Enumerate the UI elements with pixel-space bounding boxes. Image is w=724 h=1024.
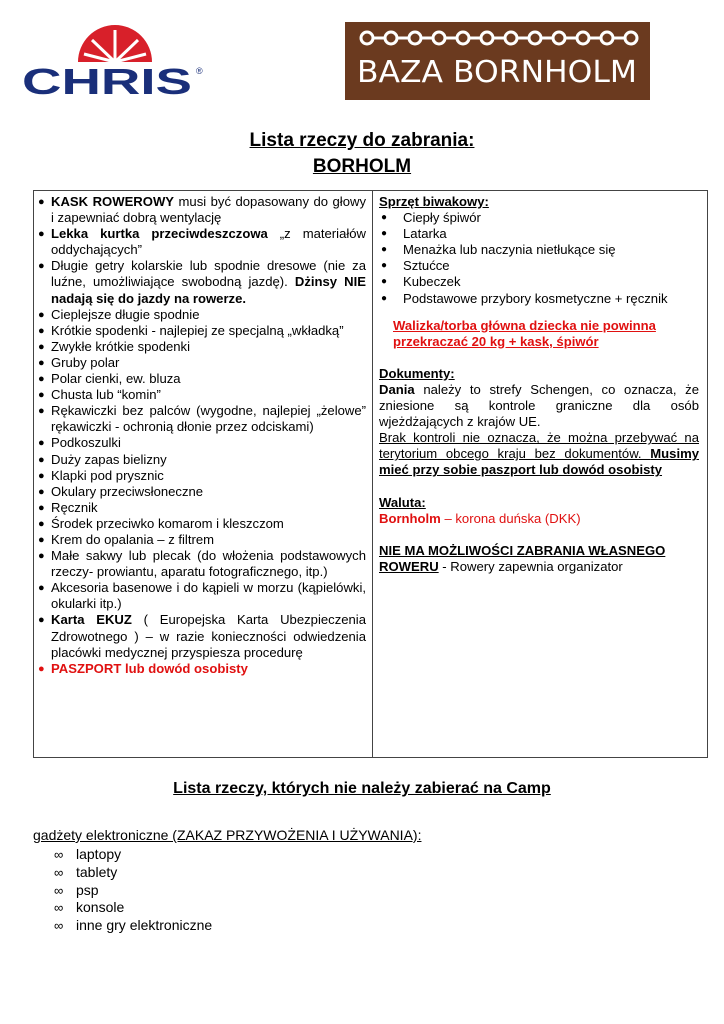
list-item: ● Cieplejsze długie spodnie (38, 307, 366, 323)
list-item: ● Latarka (379, 226, 699, 242)
sprzet-list (379, 210, 699, 307)
list-item: ● Sztućce (379, 258, 699, 274)
list-item: ● Akcesoria basenowe i do kąpieli w morzu (kąpielówki, okularki itp.) (38, 580, 366, 612)
waluta-heading: Waluta: (379, 494, 426, 510)
clothing-column (34, 191, 373, 757)
list-item: ● KASK ROWEROWY musi być dopasowany do głowy i zapewniać dobrą wentylację (38, 194, 366, 226)
forbidden-list (54, 846, 212, 935)
list-item: ∞ inne gry elektroniczne (54, 917, 213, 934)
list-item: ● Chusta lub “komin” (38, 387, 366, 403)
registered-mark: ® (196, 66, 203, 76)
baza-bornholm-logo (345, 22, 650, 100)
list-item: ● Ręcznik (38, 500, 366, 516)
infinity-bullet-icon: ∞ (54, 918, 64, 934)
list-item-passport: ● PASZPORT lub dowód osobisty (38, 661, 366, 677)
gadzety-label: gadżety elektroniczne (ZAKAZ PRZYWOŻENIA I UŻYWANIA): (33, 827, 422, 843)
chris-logo (20, 22, 210, 102)
list-item: ● Klapki pod prysznic (38, 468, 366, 484)
baza-logo-text: BAZA BORNHOLM (357, 55, 637, 90)
list-item: ● Długie getry kolarskie lub spodnie dresowe (nie za luźne, umożliwiające swobodną jazdę). Dżinsy NIE nadają się do jazdy na rowerze. (38, 258, 366, 306)
dokumenty-heading: Dokumenty: (379, 365, 455, 381)
infinity-bullet-icon: ∞ (54, 847, 64, 862)
list-item: ● Okulary przeciwsłoneczne (38, 484, 366, 500)
equipment-column (373, 191, 707, 757)
sprzet-heading: Sprzęt biwakowy: (379, 194, 489, 209)
infinity-bullet-icon: ∞ (54, 900, 64, 916)
list-item: ● Środek przeciwko komarom i kleszczom (38, 516, 366, 532)
list-item: ∞ konsole (54, 899, 125, 916)
list-item: ● Rękawiczki bez palców (wygodne, najlepiej „żelowe” rękawiczki - ochronią dłonie przez odciskami) (38, 403, 366, 435)
list-item: ● Podstawowe przybory kosmetyczne + ręcznik (379, 291, 699, 307)
luggage-limit-note: Walizka/torba główna dziecka nie powinna przekraczać 20 kg + kask, śpiwór (393, 317, 656, 349)
list-item: ● Małe sakwy lub plecak (do włożenia podstawowych rzeczy- prowiantu, aparatu fotograficznego, itp.) (38, 548, 366, 580)
list-item: ● Lekka kurtka przeciwdeszczowa „z materiałów oddychających” (38, 226, 366, 258)
not-bring-title: Lista rzeczy, których nie należy zabierać na Camp (173, 780, 551, 797)
list-item: ● Karta EKUZ ( Europejska Karta Ubezpieczenia Zdrowotnego ) – w razie konieczności odwiedzenia placówki medycznej przyspiesza procedurę (38, 612, 366, 660)
infinity-bullet-icon: ∞ (54, 864, 64, 880)
page-title: Lista rzeczy do zabrania: (249, 130, 475, 151)
list-item: ● Kubeczek (379, 274, 699, 290)
checklist-table (33, 190, 708, 758)
list-item: ● Polar cienki, ew. bluza (38, 371, 366, 387)
clothing-list (38, 194, 366, 677)
rower-note: NIE MA MOŻLIWOŚCI ZABRANIA WŁASNEGO ROWERU - Rowery zapewnia organizator (379, 542, 666, 574)
list-item: ● Krótkie spodenki - najlepiej ze specjalną „wkładką” (38, 323, 366, 339)
list-item: ● Zwykłe krótkie spodenki (38, 339, 366, 355)
list-item: ● Menażka lub naczynia nietłukące się (379, 242, 699, 258)
dokumenty-text: Dania należy to strefy Schengen, co oznacza, że zniesione są kontrole graniczne dla osób wjeżdżających z krajów UE. (379, 381, 699, 430)
brak-kontroli-text: Brak kontroli nie oznacza, że można przebywać na terytorium obcego kraju bez dokumentów. Musimy mieć przy sobie paszport lub dowód osobisty (379, 430, 699, 478)
infinity-bullet-icon: ∞ (54, 882, 64, 898)
list-item: ∞ laptopy (54, 846, 122, 862)
page-subtitle: BORHOLM (312, 156, 412, 177)
list-item: ● Gruby polar (38, 355, 366, 371)
list-item: ∞ tablety (54, 863, 118, 880)
list-item: ● Krem do opalania – z filtrem (38, 532, 366, 548)
chris-logo-text: CHRIS (22, 61, 192, 102)
list-item: ∞ psp (54, 881, 99, 898)
list-item: ● Ciepły śpiwór (379, 210, 699, 226)
list-item: ● Podkoszulki (38, 435, 366, 451)
waluta-text: Bornholm – korona duńska (DKK) (379, 510, 581, 526)
list-item: ● Duży zapas bielizny (38, 452, 366, 468)
